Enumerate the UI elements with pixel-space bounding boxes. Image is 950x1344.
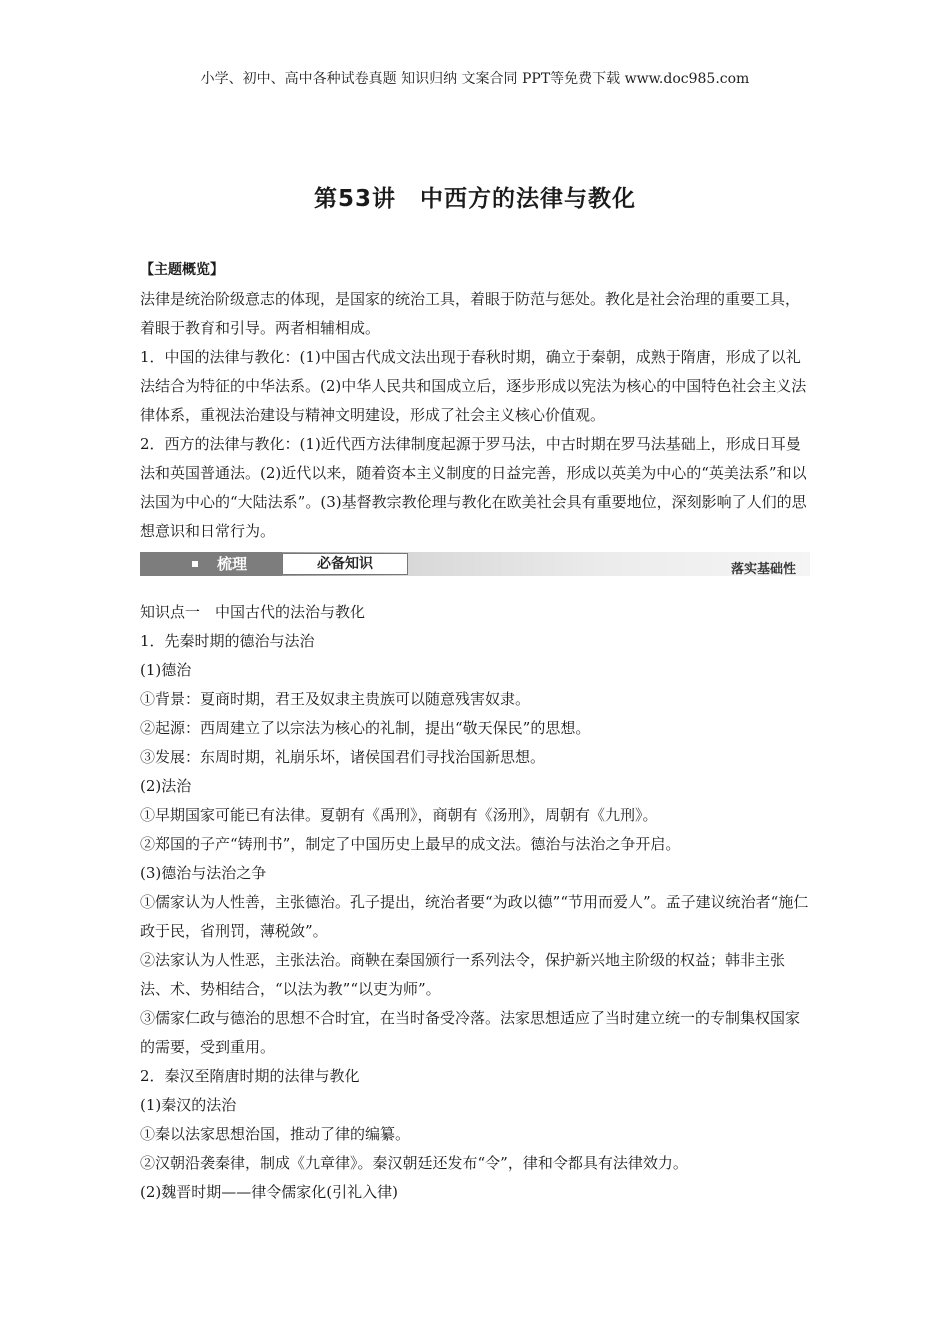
overview-paragraph: 2．西方的法律与教化：(1)近代西方法律制度起源于罗马法，中古时期在罗马法基础上，形成日耳曼法和英国普通法。(2)近代以来，随着资本主义制度的日益完善，形成以英美为中心的“英美法系”和以法国为中心的“大陆法系”。(3)基督教宗教伦理与教化在欧美社会具有重要地位，深刻影响了人们的思想意识和日常行为。 — [140, 435, 807, 540]
knowledge-line: ②法家认为人性恶，主张法治。商鞅在秦国颁行一系列法令，保护新兴地主阶级的权益；韩非主张法、术、势相结合，“以法为教”“以吏为师”。 — [140, 951, 786, 998]
overview-paragraph: 1．中国的法律与教化：(1)中国古代成文法出现于春秋时期，确立于秦朝，成熟于隋唐，形成了以礼法结合为特征的中华法系。(2)中华人民共和国成立后，逐步形成以宪法为核心的中国特色社会主义法律体系，重视法治建设与精神文明建设，形成了社会主义核心价值观。 — [140, 348, 807, 424]
banner-left-label: 梳理 — [217, 555, 248, 573]
banner-left-block — [140, 552, 282, 576]
banner-right-label: 落实基础性 — [730, 562, 796, 577]
knowledge-line: (2)魏晋时期——律令儒家化(引礼入律) — [140, 1183, 398, 1201]
knowledge-line: ①秦以法家思想治国，推动了律的编纂。 — [140, 1125, 411, 1143]
knowledge-line: 1．先秦时期的德治与法治 — [140, 632, 315, 650]
knowledge-line: ②郑国的子产“铸刑书”，制定了中国历史上最早的成文法。德治与法治之争开启。 — [140, 835, 681, 853]
knowledge-line: ②起源：西周建立了以宗法为核心的礼制，提出“敬天保民”的思想。 — [140, 719, 591, 737]
knowledge-line: ①背景：夏商时期，君王及奴隶主贵族可以随意残害奴隶。 — [140, 690, 531, 708]
overview-label: 【主题概览】 — [140, 262, 224, 278]
section-banner — [140, 552, 810, 578]
knowledge-line: (3)德治与法治之争 — [140, 864, 267, 882]
knowledge-line: ③发展：东周时期，礼崩乐坏，诸侯国君们寻找治国新思想。 — [140, 748, 546, 766]
knowledge-line: (2)法治 — [140, 777, 192, 795]
overview-section — [140, 256, 812, 546]
knowledge-line: 2．秦汉至隋唐时期的法律与教化 — [140, 1067, 360, 1085]
overview-paragraph: 法律是统治阶级意志的体现，是国家的统治工具，着眼于防范与惩处。教化是社会治理的重要工具，着眼于教育和引导。两者相辅相成。 — [140, 290, 801, 337]
page-title: 第53讲 中西方的法律与教化 — [313, 186, 636, 212]
page-header: 小学、初中、高中各种试卷真题 知识归纳 文案合同 PPT等免费下载 www.doc985.com — [200, 71, 750, 87]
knowledge-line: ①儒家认为人性善，主张德治。孔子提出，统治者要“为政以德”“节用而爱人”。孟子建议统治者“施仁政于民，省刑罚，薄税敛”。 — [140, 893, 809, 940]
knowledge-section — [140, 598, 812, 1207]
square-bullet-icon — [192, 561, 198, 567]
knowledge-line: (1)德治 — [140, 661, 192, 679]
knowledge-line: ③儒家仁政与德治的思想不合时宜，在当时备受冷落。法家思想适应了当时建立统一的专制集权国家的需要，受到重用。 — [140, 1009, 801, 1056]
knowledge-line: ①早期国家可能已有法律。夏朝有《禹刑》，商朝有《汤刑》，周朝有《九刑》。 — [140, 806, 658, 824]
banner-middle-label: 必备知识 — [282, 553, 408, 575]
knowledge-line: ②汉朝沿袭秦律，制成《九章律》。秦汉朝廷还发布“令”，律和令都具有法律效力。 — [140, 1154, 688, 1172]
knowledge-line: (1)秦汉的法治 — [140, 1096, 237, 1114]
knowledge-heading: 知识点一 中国古代的法治与教化 — [140, 603, 366, 621]
